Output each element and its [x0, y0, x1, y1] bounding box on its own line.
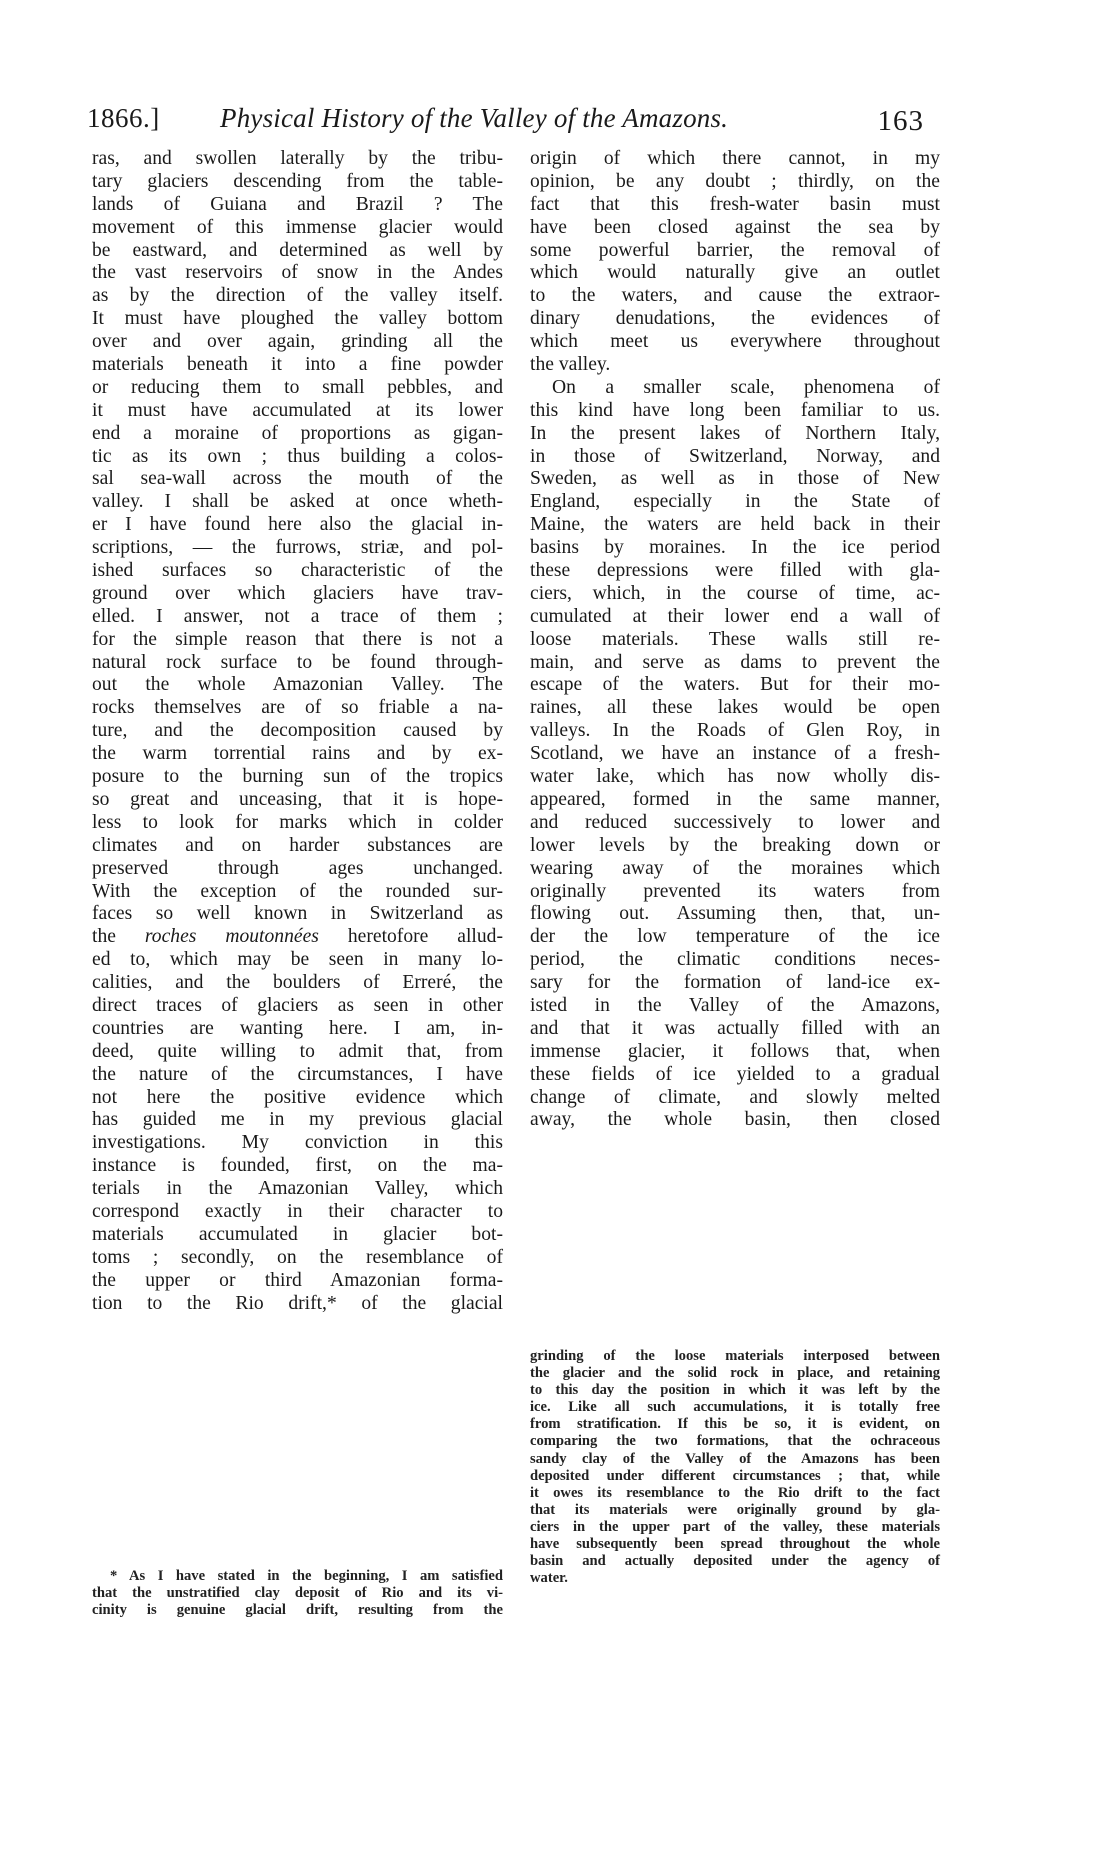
text-line: materials beneath it into a fine powder	[92, 354, 503, 376]
footnote-line: sandy clay of the Valley of the Amazons has been	[530, 1450, 940, 1467]
text-line: not here the positive evidence which	[92, 1086, 503, 1108]
footnote-line: basin and actually deposited under the agency of	[530, 1553, 940, 1570]
text-line: as by the direction of the valley itself.	[92, 285, 503, 307]
text-line: tary glaciers descending from the table-	[92, 170, 503, 192]
footnote-line: have subsequently been spread throughout the whole	[530, 1536, 940, 1553]
text-line: appeared, formed in the same manner,	[530, 788, 940, 810]
text-line: it must have accumulated at its lower	[92, 399, 503, 421]
text-line: lower levels by the breaking down or	[530, 834, 940, 856]
text-line: ed to, which may be seen in many lo-	[92, 949, 503, 971]
text-line: climates and on harder substances are	[92, 834, 503, 856]
text-line: toms ; secondly, on the resemblance of	[92, 1246, 503, 1268]
text-line: sary for the formation of land-ice ex-	[530, 972, 940, 994]
text-line: end a moraine of proportions as gigan-	[92, 422, 503, 444]
text-line: less to look for marks which in colder	[92, 811, 503, 833]
text-line: valley. I shall be asked at once wheth-	[92, 491, 503, 513]
footnote-continuation	[530, 1348, 940, 1587]
text-line: valleys. In the Roads of Glen Roy, in	[530, 720, 940, 742]
italic-phrase: roches moutonnées	[144, 926, 319, 948]
text-line: ciers, which, in the course of time, ac-	[530, 582, 940, 604]
text-line: and that it was actually filled with an	[530, 1017, 940, 1039]
text-line: With the exception of the rounded sur-	[92, 880, 503, 902]
text-line: flowing out. Assuming then, that, un-	[530, 903, 940, 925]
text-line: elled. I answer, not a trace of them ;	[92, 605, 503, 627]
text-line: cumulated at their lower end a wall of	[530, 605, 940, 627]
text-line: posure to the burning sun of the tropics	[92, 766, 503, 788]
text-fragment: the	[92, 926, 145, 948]
running-head	[87, 103, 942, 143]
text-fragment: heretofore allud-	[318, 926, 503, 948]
paragraph-start-line: On a smaller scale, phenomena of	[552, 376, 940, 398]
text-line: which would naturally give an outlet	[530, 262, 940, 284]
text-line: out the whole Amazonian Valley. The	[92, 674, 503, 696]
text-line: raines, all these lakes would be open	[530, 697, 940, 719]
text-line: opinion, be any doubt ; thirdly, on the	[530, 170, 940, 192]
text-line: England, especially in the State of	[530, 491, 940, 513]
footnote-line: that the unstratified clay deposit of Rio and its vi-	[92, 1585, 503, 1602]
text-line: the upper or third Amazonian forma-	[92, 1269, 503, 1291]
footnote-line: ice. Like all such accumulations, it is totally free	[530, 1399, 940, 1416]
footnote-line: * As I have stated in the beginning, I am satisfied	[110, 1568, 503, 1584]
left-column	[92, 148, 503, 1315]
footnote-line: from stratification. If this be so, it is evident, on	[530, 1416, 940, 1433]
footnote-line: deposited under different circumstances ; that, while	[530, 1467, 940, 1484]
footnote-line: that its materials were originally ground by gla-	[530, 1501, 940, 1518]
text-line: ished surfaces so characteristic of the	[92, 560, 503, 582]
text-line: loose materials. These walls still re-	[530, 628, 940, 650]
text-line: tic as its own ; thus building a colos-	[92, 445, 503, 467]
text-line: ture, and the decomposition caused by	[92, 720, 503, 742]
text-line: tion to the Rio drift,* of the glacial	[92, 1292, 503, 1314]
text-line: direct traces of glaciers as seen in other	[92, 994, 503, 1016]
text-line: have been closed against the sea by	[530, 216, 940, 238]
footnote-line: grinding of the loose materials interposed between	[530, 1348, 940, 1364]
text-line: scriptions, — the furrows, striæ, and pol-	[92, 537, 503, 559]
text-line: has guided me in my previous glacial	[92, 1109, 503, 1131]
text-line: Scotland, we have an instance of a fresh-	[530, 743, 940, 765]
text-line: dinary denudations, the evidences of	[530, 308, 940, 330]
text-line: period, the climatic conditions neces-	[530, 949, 940, 971]
text-line: deed, quite willing to admit that, from	[92, 1040, 503, 1062]
text-line: instance is founded, first, on the ma-	[92, 1155, 503, 1177]
text-line: In the present lakes of Northern Italy,	[530, 422, 940, 444]
text-line: materials accumulated in glacier bot-	[92, 1223, 503, 1245]
text-line: be eastward, and determined as well by	[92, 239, 503, 261]
text-line: Sweden, as well as in those of New	[530, 468, 940, 490]
text-line: sal sea-wall across the mouth of the	[92, 468, 503, 490]
footnote-line: comparing the two formations, that the ochraceous	[530, 1433, 940, 1450]
text-line: this kind have long been familiar to us.	[530, 399, 940, 421]
footnote-left	[92, 1568, 503, 1619]
text-line: the vast reservoirs of snow in the Andes	[92, 262, 503, 284]
footnote-line: the glacier and the solid rock in place, and retaining	[530, 1365, 940, 1382]
running-head-title: Physical History of the Valley of the Amazons.	[220, 103, 729, 133]
text-line: calities, and the boulders of Erreré, the	[92, 972, 503, 994]
text-line: water lake, which has now wholly dis-	[530, 766, 940, 788]
text-line: fact that this fresh-water basin must	[530, 193, 940, 215]
text-line: the valley.	[530, 354, 611, 376]
footnote-line: cinity is genuine glacial drift, resulting from the	[92, 1602, 503, 1619]
page-number: 163	[877, 105, 924, 137]
text-line: natural rock surface to be found through-	[92, 651, 503, 673]
text-line: change of climate, and slowly melted	[530, 1086, 940, 1108]
text-line: main, and serve as dams to prevent the	[530, 651, 940, 673]
text-line: or reducing them to small pebbles, and	[92, 376, 503, 398]
text-line: over and over again, grinding all the	[92, 331, 503, 353]
text-line-with-italic	[92, 926, 503, 949]
text-line: correspond exactly in their character to	[92, 1200, 503, 1222]
text-line: ground over which glaciers have trav-	[92, 582, 503, 604]
text-line: and reduced successively to lower and	[530, 811, 940, 833]
text-line: which meet us everywhere throughout	[530, 331, 940, 353]
text-line: these fields of ice yielded to a gradual	[530, 1063, 940, 1085]
running-head-year: 1866.]	[87, 103, 160, 133]
text-line: in those of Switzerland, Norway, and	[530, 445, 940, 467]
text-line: Maine, the waters are held back in their	[530, 514, 940, 536]
text-line: faces so well known in Switzerland as	[92, 903, 503, 925]
text-line: some powerful barrier, the removal of	[530, 239, 940, 261]
text-line: the warm torrential rains and by ex-	[92, 743, 503, 765]
right-column	[530, 148, 940, 1132]
text-line: escape of the waters. But for their mo-	[530, 674, 940, 696]
text-line: rocks themselves are of so friable a na-	[92, 697, 503, 719]
text-line: wearing away of the moraines which	[530, 857, 940, 879]
text-line: the nature of the circumstances, I have	[92, 1063, 503, 1085]
text-line: movement of this immense glacier would	[92, 216, 503, 238]
text-line: immense glacier, it follows that, when	[530, 1040, 940, 1062]
text-line: terials in the Amazonian Valley, which	[92, 1178, 503, 1200]
text-line: so great and unceasing, that it is hope-	[92, 788, 503, 810]
text-line: investigations. My conviction in this	[92, 1132, 503, 1154]
text-line: these depressions were filled with gla-	[530, 560, 940, 582]
text-line: originally prevented its waters from	[530, 880, 940, 902]
text-line: er I have found here also the glacial in-	[92, 514, 503, 536]
text-line: countries are wanting here. I am, in-	[92, 1017, 503, 1039]
text-line: preserved through ages unchanged.	[92, 857, 503, 879]
footnote-line: water.	[530, 1570, 568, 1587]
text-line: for the simple reason that there is not a	[92, 628, 503, 650]
footnote-line: it owes its resemblance to the Rio drift to the fact	[530, 1484, 940, 1501]
text-line: isted in the Valley of the Amazons,	[530, 994, 940, 1016]
text-line: to the waters, and cause the extraor-	[530, 285, 940, 307]
text-line: ras, and swollen laterally by the tribu-	[92, 148, 503, 169]
text-line: It must have ploughed the valley bottom	[92, 308, 503, 330]
text-line: away, the whole basin, then closed	[530, 1109, 940, 1131]
text-line: lands of Guiana and Brazil ? The	[92, 193, 503, 215]
footnote-line: to this day the position in which it was left by the	[530, 1382, 940, 1399]
text-line: der the low temperature of the ice	[530, 926, 940, 948]
text-line: basins by moraines. In the ice period	[530, 537, 940, 559]
footnote-line: ciers in the upper part of the valley, these materials	[530, 1518, 940, 1535]
text-line: origin of which there cannot, in my	[530, 148, 940, 169]
